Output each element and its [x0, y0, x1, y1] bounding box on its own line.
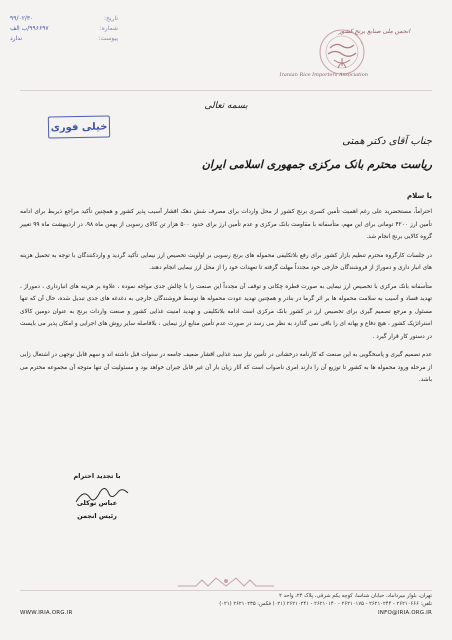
footer-website[interactable]: WWW.IRIA.ORG.IR — [20, 610, 73, 616]
signer-name: عباس توکلی — [76, 499, 118, 507]
body-paragraph: در جلسات کارگروه محترم تنظیم بازار کشور برای رفع بلاتکلیفی محموله های برنج رسوبی بر اولویت تخصیص ارز نیمایی تأکید گردید و واردکنندگان با توجه به تحمیل هزینه های انبار داری و دموراژ از فروشندگان خارجی خود مجدداً مهلت گرفته تا تعهدات خود را از محل ارز نیمایی انجام دهند. — [20, 252, 432, 271]
date-label: تاریخ: — [104, 15, 118, 22]
header-divider — [20, 90, 432, 91]
basmala: بسمه تعالی — [204, 101, 248, 111]
letter-body — [20, 206, 432, 393]
footer-ornament-icon — [176, 574, 276, 588]
footer-phones: تلفن: ۲۶۲۱۰۶۶۶ - ۲۶۲۱۰۲۴۴ - ۲۶۲۱۰۱۷۵ - ۲۶۲۱۰۱۴۰ - ۲۶۲۱۰۲۴۱ (۰۲۱) فکس: ۲۶۲۱۰۲۳۵ (۰۲۱) — [219, 601, 432, 607]
date-value: ۹۹/۰۲/۳۰ — [10, 15, 34, 22]
letter-footer — [20, 592, 432, 617]
body-paragraph: احتراماً، مستحضرید علی رغم اهمیت تأمین کسری برنج کشور از محل واردات برای مصرف شش دهک اقشار آسیب پذیر کشور و همچنین تأکید مراجع ذیربط برای ادامه تأمین ارز ۴۲۰۰ تومانی برای این مهم، متأسفانه با مقاومت بانک مرکزی و عدم تأمین ارز برای حدود ۵۰۰ هزار تن کالای رسوبی از بهمن ماه ۹۸، در اردیبهشت ماه ۹۹ تغییر گروه کالایی برنج انجام شد. — [20, 209, 432, 240]
greeting: با سلام — [406, 192, 432, 200]
footer-divider — [20, 590, 432, 591]
closing-regards: با تجدید احترام — [73, 472, 121, 480]
body-paragraph: متأسفانه بانک مرکزی با تخصیص ارز نیمایی به صورت قطره چکانی و توقف آن مجدداً این صنعت را با چالش جدی مواجه نموده ، علاوه بر هزینه های انبارداری ، دموراژ ، تهدید فساد و آسیب به سلامت محموله ها بر اثر گرما در بنادر و همچنین تهدید عودت محموله ها توسط فروشندگان خارجی به دغدغه های جدی تبدیل شده، حال آن که تنها مسئول و مرجع تصمیم گیری برای تخصیص ارز در کشور بانک مرکزی است ادامه بلاتکلیفی و تهدید امنیت غذایی کشور و صنعت واردات برنج به عنوان دومین کالای استراتژیک کشور ، هیچ دفاع و بهانه ای را باقی نمی گذارد به نظر می رسد در صورت عدم تأمین منابع ارز نیمایی ، بلافاصله سایر روش های اجرایی و امکان پذیر می بایست در دستور کار قرار گیرد . — [20, 283, 432, 340]
date-row — [10, 14, 118, 24]
number-row — [10, 24, 118, 34]
body-paragraph: عدم تصمیم گیری و پاسخگویی به این صنعت که کارنامه درخشانی در تأمین نیاز سبد غذایی اقشار ضعیف جامعه در سنوات قبل داشته اند و سهم قابل توجهی در اشتغال زایی از مرحله ورود محموله ها به کشور تا توزیع آن را دارند امری ناصواب است که آثار زیان بار آن غیر قابل جبران خواهد بود و مسئولیت آن تنها متوجه آن مجموعه محترم می باشد. — [20, 352, 432, 383]
footer-contacts — [20, 609, 432, 617]
org-name-en: Iranian Rice Importers Association — [279, 72, 368, 78]
recipient-name: جناب آقای دکتر همتی — [342, 136, 432, 147]
urgent-stamp: خیلی فوری — [48, 115, 110, 138]
attachment-value: ندارد — [10, 35, 23, 42]
footer-email[interactable]: INFO@IRIA.ORG.IR — [377, 610, 432, 616]
attachment-row — [10, 34, 118, 44]
number-label: شماره: — [99, 25, 118, 32]
signer-title: رئیس انجمن — [77, 512, 117, 520]
closing-block — [52, 470, 142, 523]
org-name: انجمن ملی صنایع برنج کشور — [338, 28, 410, 35]
recipient-title: ریاست محترم بانک مرکزی جمهوری اسلامی ایران — [201, 158, 432, 171]
attachment-label: پیوست: — [98, 35, 118, 42]
signature-icon — [72, 484, 132, 508]
number-value: ۹۹۶۶۹۷/ب الف — [10, 25, 49, 32]
letter-meta — [10, 14, 118, 44]
footer-address: تهران، بلوار میرداماد، خیابان شناسا، کوچه یکم شرقی، پلاک ۲۴، واحد ۲ — [279, 593, 432, 599]
